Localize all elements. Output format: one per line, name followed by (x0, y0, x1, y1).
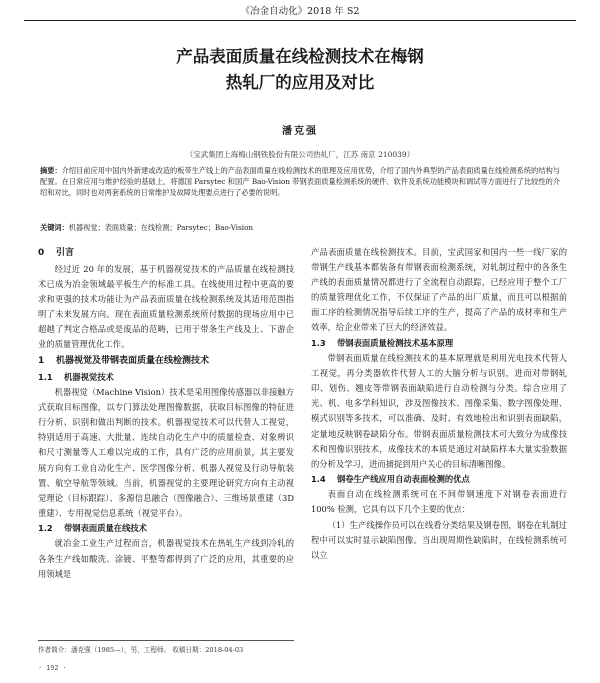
subsection-number: 1.4 (311, 473, 326, 484)
subsection-heading-1-2 (38, 521, 294, 537)
keywords (40, 222, 560, 233)
principle-paragraph: 带钢表面质量在线检测技术的基本原理就是利用光电技术代替人工视觉，再分类器软件代替人工的大脑分析与识别，进而对带钢轧印、划伤、翘皮等带钢表面缺陷进行自动检测与分类。综合应用了光、机、电多学科知识，涉及图像技术、图像采集、数字图像处理、模式识别等多技术，可以准确、及时、有效地检出和识别表面缺陷，定量地反映钢卷缺陷分布。带钢表面质量检测技术可大致分为成像技术和图像识别技术，成像技术的本质是通过对缺陷样本大量实验数据的分析及学习，进而捕捉到用户关心的目标清晰图像。 (311, 353, 567, 469)
journal-header: 《冶金自动化》2018 年 S2 (24, 4, 576, 21)
title-line-1: 产品表面质量在线检测技术在梅钢 (176, 47, 424, 66)
subsection-title: 带钢表面质量检测技术基本原理 (337, 337, 454, 348)
subsection-title: 带钢表面质量在线技术 (64, 522, 147, 533)
machine-vision-paragraph: 机器视觉（Machine Vision）技术是采用图像传感器以非接触方式获取目标图像，以专门算法处理图像数据，获取目标图像的特征进行分析、识别和做出判断的技术。机器视觉技术可以代替人工视觉，特别适用于高速、大批量、连续自动化生产中的质量检查、对象辨识和尺寸测量等人工难以完成的工作，具有广泛的应用前景，其主要发展方向有工业自动化生产、医学图像分析、机器人视觉及行动导航装置、航空导航等领域。当前，机器视觉的主要理论研究方向有主动视觉理论（目标跟踪）、多源信息融合（图像融合）、三维场景重建（3D 重建）、专用视觉信息系统（视觉平台）。 (38, 387, 294, 518)
paper-title (40, 44, 560, 96)
section-number: 0 (38, 248, 45, 258)
subsection-title: 钢卷生产线应用自动表面检测的优点 (337, 473, 470, 484)
section-title: 引言 (56, 248, 75, 258)
keywords-text: 机器视觉；表面质量；在线检测；Parsytec；Bao-Vision (68, 223, 254, 232)
author-name: 潘克强 (282, 126, 318, 137)
subsection-number: 1.2 (38, 522, 53, 533)
right-column (311, 245, 567, 563)
subsection-heading-1-3 (311, 336, 567, 352)
subsection-number: 1.1 (38, 371, 53, 382)
continued-paragraph: 产品表面质量在线检测技术。目前，宝武国家和国内一些一线厂家的带钢生产线基本都装备有带钢表面检测系统，对轧制过程中的各条生产线的表面质量情况都进行了全流程自动跟踪，已经应用于整个工厂的质量管理优化工作，不仅保证了产品的出厂质量，而且可以根据前面工序的检测情况指导后续工序的生产，提高了产品的成材率和生产效率，给企业带来了巨大的经济效益。 (311, 247, 567, 333)
left-column (38, 245, 294, 582)
intro-paragraph: 经过近 20 年的发展，基于机器视觉技术的产品质量在线检测技术已成为冶金领域最平板生产的标准工具。在线使用过程中更高的要求和更强的技术功能让为产品表面质量在线检测系统及其适用范围指明了未来发展方向。现在表面质量检测系统所付数据的现场应用中已超越了判定合格品或是废品的范畴，已用于带条生产线及上、下游企业的质量管理优化工作。 (38, 264, 294, 350)
strip-inspection-paragraph: 就冶金工业生产过程而言，机器视觉技术在热轧生产线到冷轧的各条生产线如酸洗、涂镀、平整等都得到了广泛的应用，其重要的应用领域是 (38, 538, 294, 579)
keywords-label: 关键词： (40, 223, 69, 232)
section-heading-0 (38, 245, 294, 262)
subsection-number: 1.3 (311, 337, 326, 348)
subsection-heading-1-4 (311, 472, 567, 488)
subsection-heading-1-1 (38, 370, 294, 386)
title-line-2: 热轧厂的应用及对比 (225, 73, 375, 92)
abstract (40, 165, 560, 198)
subsection-title: 机器视觉技术 (64, 371, 114, 382)
section-title: 机器视觉及带钢表面质量在线检测技术 (56, 355, 210, 366)
abstract-label: 摘要： (40, 166, 62, 175)
advantage-item-1: （1）生产线操作员可以在线看分类结果及钢卷图，钢卷在轧制过程中可以实时显示缺陷图像。当出现周期性缺陷时，在线检测系统可以立 (311, 519, 567, 560)
author-footnote: 作者简介：潘克强（1985—），男，工程师。 收稿日期：2018-04-03 (38, 640, 294, 654)
section-heading-1 (38, 353, 294, 370)
section-number: 1 (38, 355, 45, 366)
advantages-paragraph: 表面自动在线检测系统可在不间带钢速度下对钢卷表面进行 100% 检测，它具有以下几个主要的优点： (311, 489, 567, 515)
page-number: · 192 · (38, 664, 67, 672)
abstract-text: 介绍目前应用中国内外新建或改造的板带生产线上的产品表面质量在线检测技术的原理及应用优势，介绍了国内外典型的产品表面质量在线检测系统的结构与配置。在日常应用与维护经验的基础上，将德国 Parsytec 和国产 Bao-Vision 带钢表面质量检测系统的硬件、软件及系统功能模块和调试等方面进行了比较性的介绍和对比，同时也对两套系统的日常维护及故障处理要点进行了必要的说明。 (40, 166, 560, 197)
author-affiliation: （宝武集团上海梅山钢铁股份有限公司热轧厂，江苏 南京 210039） (185, 150, 415, 159)
